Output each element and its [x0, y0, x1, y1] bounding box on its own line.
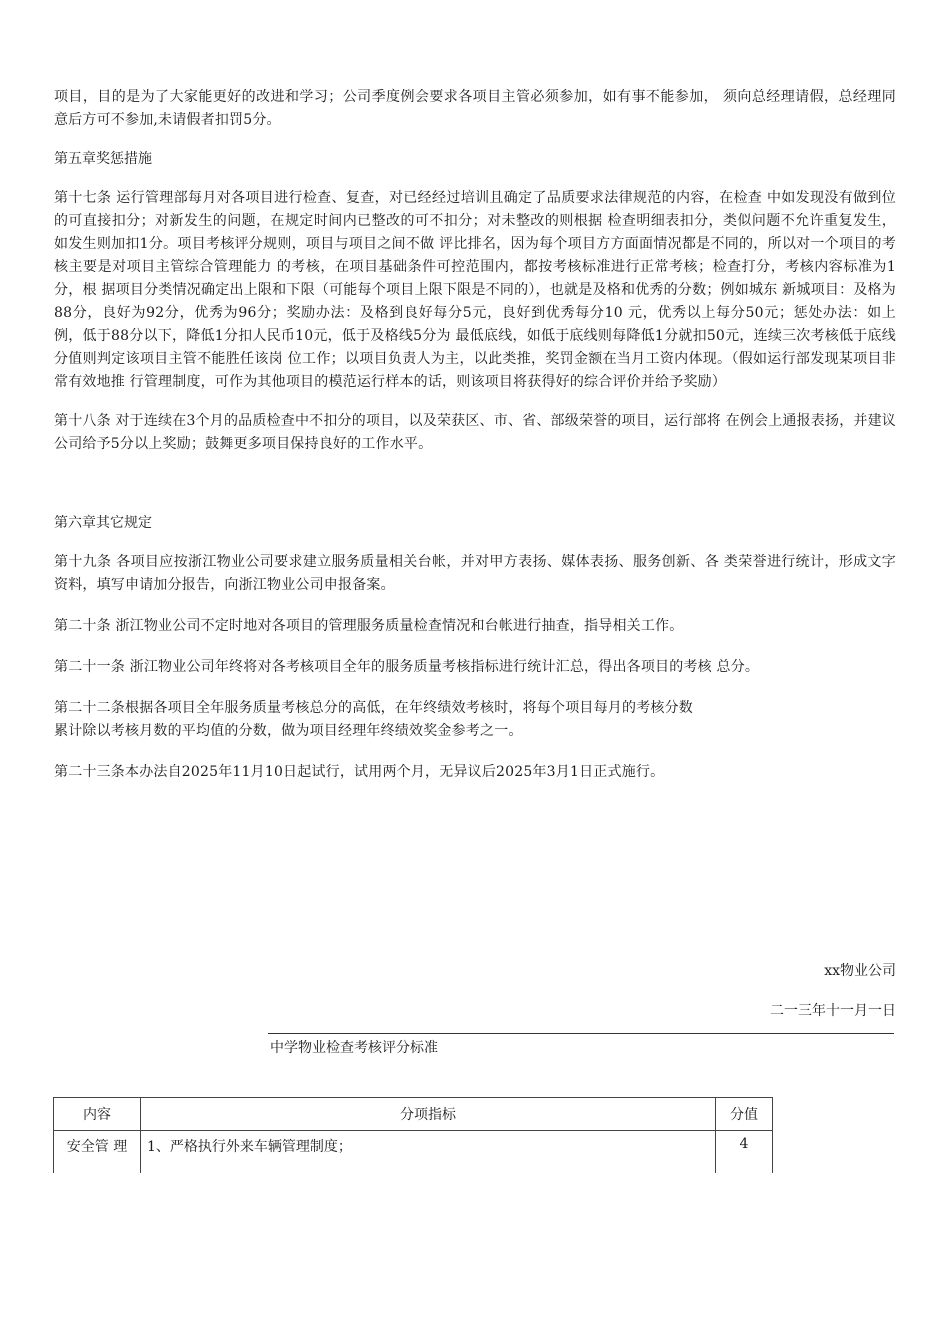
- article-22-line-2: 累计除以考核月数的平均值的分数，做为项目经理年终绩效奖金参考之一。: [54, 723, 523, 739]
- signature-company: xx物业公司: [824, 963, 896, 979]
- article-20: 第二十条 浙江物业公司不定时地对各项目的管理服务质量检查情况和台帐进行抽查，指导相关工作。: [54, 618, 684, 634]
- chapter-6-heading: 第六章其它规定: [54, 515, 152, 531]
- row-score: 4: [716, 1131, 773, 1174]
- header-score: 分值: [716, 1098, 773, 1131]
- article-23: 第二十三条本办法自2025年11月10日起试行，试用两个月，无异议后2025年3月1日正式施行。: [54, 764, 665, 780]
- row-content: 安全管 理: [54, 1131, 141, 1174]
- document-body: [54, 86, 896, 784]
- score-table: [53, 1097, 773, 1173]
- paragraph-continuation: 项目，目的是为了大家能更好的改进和学习；公司季度例会要求各项目主管必须参加，如有事不能参加， 须向总经理请假，总经理同意后方可不参加,未请假者扣罚5分。: [54, 89, 896, 128]
- divider-line: [268, 1033, 894, 1034]
- article-19: 第十九条 各项目应按浙江物业公司要求建立服务质量相关台帐，并对甲方表扬、媒体表扬、服务创新、各 类荣誉进行统计，形成文字资料，填写申请加分报告，向浙江物业公司申报备案。: [54, 554, 896, 593]
- article-18: 第十八条 对于连续在3个月的品质检查中不扣分的项目，以及荣获区、市、省、部级荣誉的项目，运行部将 在例会上通报表扬，并建议公司给予5分以上奖励；鼓舞更多项目保持良好的工作水平。: [54, 413, 897, 452]
- signature-date: 二一三年十一月一日: [770, 1003, 896, 1019]
- table-row: [54, 1131, 773, 1174]
- article-21: 第二十一条 浙江物业公司年终将对各考核项目全年的服务质量考核指标进行统计汇总，得出各项目的考核 总分。: [54, 659, 760, 675]
- row-indicator: 1、严格执行外来车辆管理制度；: [141, 1131, 716, 1174]
- article-17: 第十七条 运行管理部每月对各项目进行检查、复查，对已经经过培训且确定了品质要求法律规范的内容，在检查 中如发现没有做到位的可直接扣分；对新发生的问题，在规定时间内已整改的可不扣分；对未整改的则根据 检查明细表扣分，类似问题不允许重复发生，如发生则加扣1分。项目考核评分规则，项目与项目之间不做 评比排名，因为每个项目方方面面情况都是不同的，所以对一个项目的考核主要是对项目主管综合管理能力 的考核，在项目基础条件可控范围内，都按考核标准进行正常考核；检查打分，考核内容标准为1分，根 据项目分类情况确定出上限和下限（可能每个项目上限下限是不同的），也就是及格和优秀的分数；例如城东 新城项目：及格为88分，良好为92分，优秀为96分；奖励办法：及格到良好每分5元，良好到优秀每分10 元，优秀以上每分50元；惩处办法：如上例，低于88分以下，降低1分扣人民币10元，低于及格线5分为 最低底线，如低于底线则每降低1分就扣50元，连续三次考核低于底线分值则判定该项目主管不能胜任该岗 位工作；以项目负责人为主，以此类推，奖罚金额在当月工资内体现。（假如运行部发现某项目非常有效地推 行管理制度，可作为其他项目的模范运行样本的话，则该项目将获得好的综合评价并给予奖励）: [54, 190, 896, 390]
- table-header-row: [54, 1098, 773, 1131]
- table-title: 中学物业检查考核评分标准: [270, 1040, 438, 1056]
- header-content: 内容: [54, 1098, 141, 1131]
- header-indicator: 分项指标: [141, 1098, 716, 1131]
- article-22-line-1: 第二十二条根据各项目全年服务质量考核总分的高低，在年终绩效考核时，将每个项目每月的考核分数: [54, 700, 693, 716]
- chapter-5-heading: 第五章奖惩措施: [54, 151, 152, 167]
